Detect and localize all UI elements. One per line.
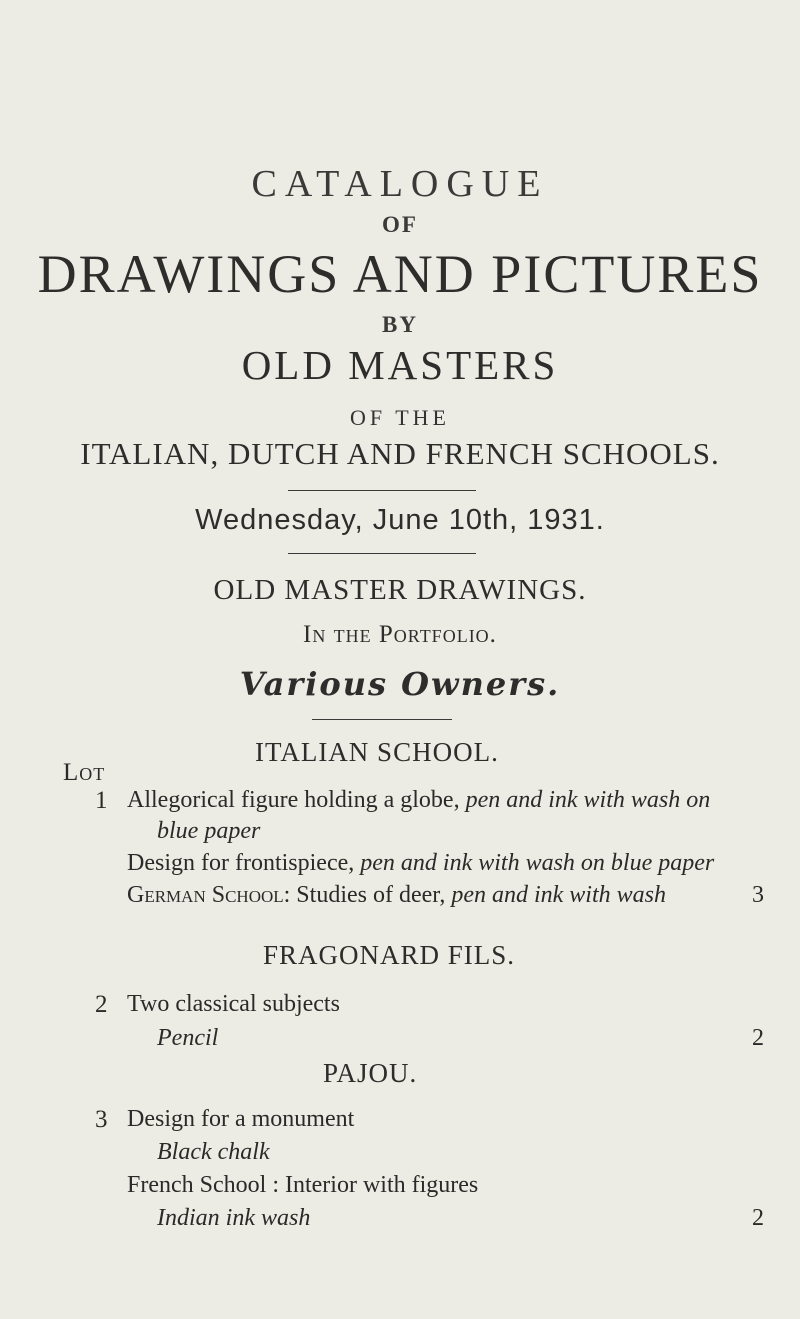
section-italian-school: ITALIAN SCHOOL.	[255, 737, 499, 767]
lot-column-label: Lot	[63, 759, 106, 786]
lot-medium: Indian ink wash	[157, 1205, 311, 1231]
of-word: OF	[382, 212, 418, 237]
of-the-words: OF THE	[350, 405, 450, 430]
divider-rule-bottom	[312, 719, 452, 720]
lot-item-count: 3	[752, 882, 764, 908]
sale-date: Wednesday, June 10th, 1931.	[195, 504, 605, 536]
sale-heading: OLD MASTER DRAWINGS.	[213, 574, 587, 606]
lot-number: 3	[95, 1106, 108, 1133]
lot-description-text: : Studies of deer,	[283, 882, 452, 908]
sale-owners: Various Owners.	[239, 665, 561, 703]
by-word: BY	[382, 312, 418, 337]
divider-rule-middle	[288, 553, 476, 554]
section-pajou: PAJOU.	[323, 1058, 418, 1088]
lot-medium: pen and ink with wash on	[465, 787, 711, 813]
lot-description	[127, 882, 666, 909]
old-masters-heading: OLD MASTERS	[241, 342, 559, 388]
lot-description: French School : Interior with figures	[127, 1172, 479, 1198]
catalogue-heading: CATALOGUE	[251, 163, 549, 205]
lot-description-text: Design for frontispiece,	[127, 850, 361, 876]
section-fragonard-fils: FRAGONARD FILS.	[263, 940, 516, 970]
lot-description-text: Allegorical figure holding a globe,	[127, 787, 466, 813]
lot-medium: pen and ink with wash on blue paper	[360, 850, 715, 876]
lot-medium: Pencil	[157, 1025, 219, 1051]
catalogue-subject: DRAWINGS AND PICTURES	[37, 244, 763, 304]
sale-location: In the Portfolio.	[303, 621, 497, 648]
divider-rule-top	[288, 490, 476, 491]
lot-number: 1	[95, 787, 108, 814]
lot-school-name: German School	[127, 882, 284, 908]
schools-heading: ITALIAN, DUTCH AND FRENCH SCHOOLS.	[80, 436, 720, 471]
lot-description: Design for a monument	[127, 1106, 355, 1132]
lot-medium-continued: blue paper	[157, 818, 261, 844]
lot-medium: Black chalk	[157, 1139, 270, 1165]
lot-description: Two classical subjects	[127, 991, 340, 1017]
lot-medium: pen and ink with wash	[451, 882, 666, 908]
lot-description	[127, 787, 710, 814]
lot-number: 2	[95, 991, 108, 1018]
lot-item-count: 2	[752, 1025, 764, 1051]
lot-item-count: 2	[752, 1205, 764, 1231]
lot-description	[127, 850, 714, 877]
